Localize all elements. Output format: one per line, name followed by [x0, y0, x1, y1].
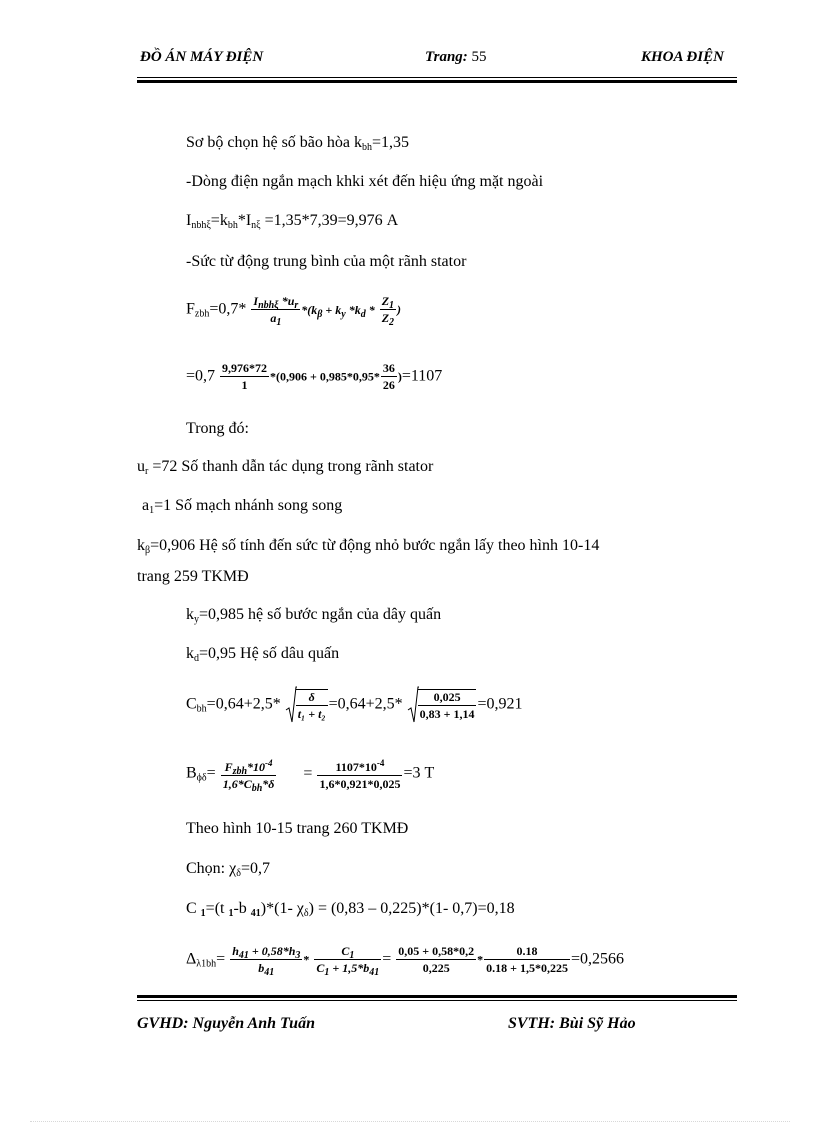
text: C — [316, 961, 325, 975]
result: =3 T — [403, 764, 435, 782]
sub: bh — [362, 142, 372, 153]
sub: 2 — [389, 317, 395, 328]
sub: bh — [251, 783, 263, 794]
text: = — [216, 950, 226, 968]
text: a — [270, 311, 277, 325]
text: =0,7 — [186, 367, 216, 385]
sub: 1 — [149, 505, 155, 516]
footer-student: SVTH: Bùi Sỹ Hảo — [508, 1015, 636, 1032]
result: =1107 — [401, 367, 443, 385]
text: C — [341, 944, 350, 958]
text: b — [258, 961, 265, 975]
a1-definition — [142, 497, 342, 515]
text: =72 Số thanh dẫn tác dụng trong rãnh stator — [148, 458, 434, 475]
sub: r — [294, 300, 299, 311]
denominator — [251, 310, 300, 326]
text: 1,6*C — [222, 777, 252, 791]
footer-rule-thick — [137, 995, 737, 998]
text: F — [186, 300, 195, 318]
page-label — [425, 49, 487, 66]
text: =k — [210, 212, 228, 229]
short-circuit-heading: -Dòng điện ngắn mạch khki xét đến hiệu ứng mặt ngoài — [186, 173, 544, 190]
denominator: 0,225 — [422, 961, 450, 975]
denominator: 1 — [241, 378, 248, 392]
text: B — [186, 764, 197, 782]
sub: nbhξ — [191, 220, 211, 231]
text: h — [232, 944, 239, 958]
result: =0,921 — [477, 695, 523, 713]
text: )*(1- χ — [260, 900, 304, 917]
text: * — [365, 302, 375, 317]
equals: = — [382, 950, 392, 968]
fraction — [418, 689, 477, 722]
flux-density-formula — [186, 756, 434, 792]
text: *I — [237, 212, 252, 229]
text: Z — [381, 294, 390, 308]
header-rule-thin — [137, 77, 737, 78]
fraction — [220, 361, 269, 393]
fraction — [396, 944, 476, 976]
text: =0,7* — [209, 300, 247, 318]
sup: -4 — [265, 758, 273, 768]
page-bottom-dotted-line — [30, 1121, 790, 1122]
text: ) = (0,83 – 0,225)*(1- 0,7)=0,18 — [308, 900, 515, 917]
denominator — [380, 310, 396, 326]
text: *(k — [301, 302, 318, 317]
fraction — [230, 944, 302, 976]
ky-definition — [186, 606, 441, 624]
header-rule-thick — [137, 80, 737, 83]
sub: 1 — [276, 317, 282, 328]
fraction — [381, 361, 397, 393]
where-label: Trong đó: — [186, 420, 249, 437]
text: I — [186, 212, 192, 229]
sub: 41 — [250, 908, 261, 919]
text: k — [186, 606, 194, 623]
sub: r — [145, 466, 149, 477]
text: + 1,5*b — [329, 961, 370, 975]
sub: δ — [236, 868, 241, 879]
text: a — [142, 497, 150, 514]
sub: 41 — [264, 967, 275, 978]
text: Chọn: χ — [186, 860, 237, 877]
text: Sơ bộ chọn hệ số bão hòa k — [186, 134, 362, 151]
sub: bh — [227, 220, 238, 231]
numerator: 0,05 + 0,58*0,2 — [398, 944, 475, 958]
text: *δ — [262, 777, 275, 791]
text: k — [137, 537, 145, 554]
sub: 1 — [349, 950, 355, 961]
kd-definition — [186, 645, 339, 663]
kbeta-reference: trang 259 TKMĐ — [137, 568, 249, 585]
numerator — [380, 294, 396, 310]
text: Δ — [186, 950, 197, 968]
mmf-formula — [186, 294, 401, 326]
text: Z — [381, 311, 390, 325]
text: =0,7 — [240, 860, 270, 877]
numerator: 0,025 — [418, 690, 477, 706]
sub: y — [341, 308, 346, 320]
sub: d — [360, 308, 366, 320]
text: 1107*10 — [335, 760, 377, 774]
denominator — [221, 776, 277, 792]
times: * — [477, 952, 484, 967]
text: + 0,58*h — [248, 944, 296, 958]
sub: λ1bh — [196, 958, 217, 970]
text: =0,64+2,5* — [328, 695, 403, 713]
sub: 41 — [369, 967, 380, 978]
mmf-heading: -Sức từ động trung bình của một rãnh stator — [186, 253, 467, 270]
text: =1,35*7,39=9,976 A — [260, 212, 399, 229]
numerator: 0.18 — [484, 944, 570, 960]
header-right: KHOA ĐIỆN — [641, 49, 724, 65]
page-number: 55 — [471, 49, 487, 65]
fraction — [314, 944, 381, 976]
sub: 1 — [228, 908, 234, 919]
sub: δ — [303, 908, 309, 919]
fraction — [484, 944, 570, 976]
kbeta-definition — [137, 537, 599, 555]
text: =0,64+2,5* — [206, 695, 281, 713]
denominator: 26 — [382, 378, 395, 392]
text: u — [137, 458, 145, 475]
text: -b — [233, 900, 251, 917]
denominator: 0,83 + 1,14 — [419, 706, 475, 721]
text: *10 — [247, 760, 266, 774]
ur-definition — [137, 458, 433, 476]
text: k — [186, 645, 194, 662]
sub: bh — [196, 703, 207, 715]
fraction — [317, 756, 402, 792]
chi-selection — [186, 860, 270, 878]
numerator — [317, 756, 402, 776]
sub: 41 — [238, 950, 249, 961]
square-root — [285, 686, 329, 724]
text: =0,985 hệ số bước ngắn của dây quấn — [199, 606, 442, 623]
numerator: 36 — [382, 361, 395, 375]
mmf-numeric — [186, 361, 442, 393]
text: =(t — [205, 900, 229, 917]
result: =0,2566 — [570, 950, 624, 968]
sub: zbh — [232, 766, 248, 777]
sub: 1 — [324, 967, 330, 978]
numerator: 9,976*72 — [222, 361, 268, 375]
expr — [301, 302, 375, 320]
sub: β — [317, 308, 323, 320]
figure-reference: Theo hình 10-15 trang 260 TKMĐ — [186, 820, 409, 837]
sub: nbhξ — [258, 300, 279, 311]
denominator — [314, 960, 381, 976]
sub: y — [194, 614, 199, 625]
equals: = — [303, 764, 313, 782]
expr: *(0,906 + 0,985*0,95* — [270, 369, 380, 384]
sub: β — [145, 545, 151, 556]
sub: zbh — [194, 308, 210, 320]
sub: 3 — [295, 950, 301, 961]
text: =0,906 Hệ số tính đến sức từ động nhỏ bước ngắn lấy theo hình 10-14 — [150, 537, 600, 554]
fraction — [221, 756, 277, 792]
fraction — [380, 294, 396, 326]
sub: ϕδ — [196, 772, 207, 784]
numerator — [230, 944, 302, 960]
text: =1,35 — [372, 134, 410, 151]
text: I — [253, 294, 259, 308]
numerator: δ — [296, 690, 328, 706]
sub: 1 — [389, 300, 395, 311]
denominator: 1,6*0,921*0,025 — [319, 777, 401, 791]
fraction — [251, 294, 300, 326]
text: = — [206, 764, 216, 782]
text: *u — [278, 294, 295, 308]
text: + k — [322, 302, 342, 317]
text: C — [186, 695, 197, 713]
text: F — [224, 760, 233, 774]
c1-formula — [186, 900, 515, 918]
numerator — [251, 294, 300, 310]
close-paren: ) — [397, 302, 402, 317]
sup: -4 — [376, 758, 385, 768]
sub: 1 — [200, 908, 206, 919]
cbh-formula — [186, 686, 523, 724]
delta-formula — [186, 944, 624, 976]
sub: d — [194, 653, 199, 664]
text: C — [186, 900, 201, 917]
footer-advisor: GVHD: Nguyễn Anh Tuấn — [137, 1015, 315, 1032]
numerator — [314, 944, 381, 960]
text: =0,95 Hệ số dâu quấn — [199, 645, 340, 662]
sub: nξ — [251, 220, 261, 231]
page-label-text: Trang: — [425, 49, 468, 65]
square-root — [407, 686, 478, 724]
saturation-coefficient-line — [186, 134, 409, 152]
text: =1 Số mạch nhánh song song — [154, 497, 343, 514]
numerator — [221, 756, 277, 776]
denominator — [230, 960, 302, 976]
fraction — [296, 689, 328, 722]
close-paren: ) — [397, 369, 402, 384]
times: * — [303, 952, 310, 967]
short-circuit-current-line — [186, 212, 398, 230]
footer-rule-thin — [137, 1000, 737, 1001]
header-left: ĐỒ ÁN MÁY ĐIỆN — [140, 49, 264, 65]
denominator: t₁ + t₂ — [297, 706, 326, 721]
text: *k — [345, 302, 361, 317]
denominator: 0.18 + 1,5*0,225 — [486, 961, 568, 975]
